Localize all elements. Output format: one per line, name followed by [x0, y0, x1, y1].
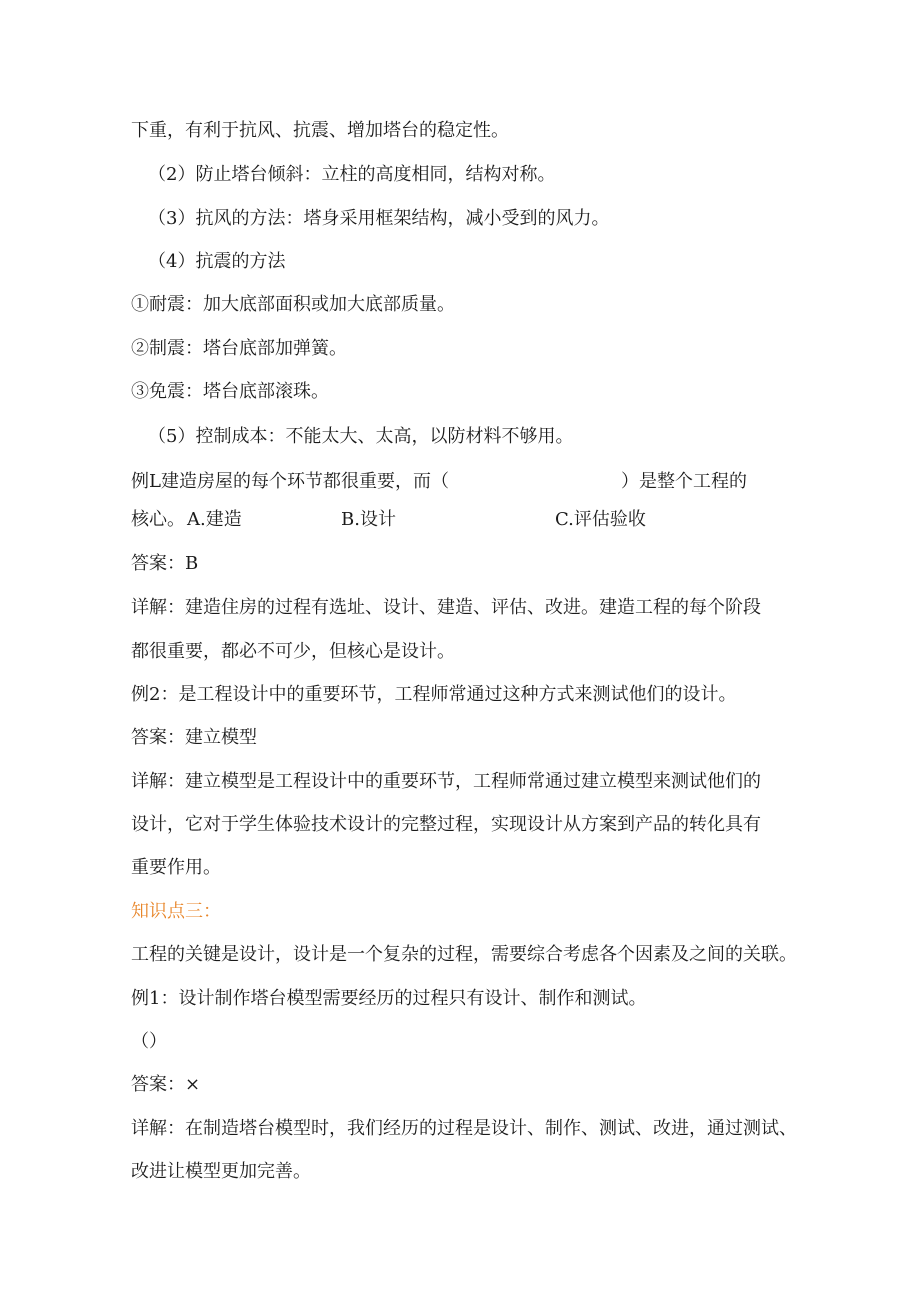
answer-line: 答案：建立模型: [131, 727, 257, 748]
text-line: （）: [131, 1031, 167, 1052]
answer-line: 答案：×: [131, 1074, 201, 1095]
question-stem: 例L建造房屋的每个环节都很重要，而（: [131, 471, 449, 492]
option-b: B.设计: [341, 509, 396, 530]
text-line: 都很重要，都必不可少，但核心是设计。: [131, 641, 455, 662]
text-line: （3）抗风的方法：塔身采用框架结构，减小受到的风力。: [148, 208, 610, 229]
question-core: 核心。: [131, 509, 185, 530]
text-line: 改进让模型更加完善。: [131, 1161, 311, 1182]
question-stem-end: ）是整个工程的: [621, 471, 747, 492]
text-line: （2）防止塔台倾斜：立柱的高度相同，结构对称。: [148, 164, 556, 185]
text-line: ①耐震：加大底部面积或加大底部质量。: [131, 294, 455, 315]
option-a: A.建造: [187, 509, 242, 530]
section-heading: 知识点三：: [131, 901, 221, 922]
text-line: 工程的关键是设计，设计是一个复杂的过程，需要综合考虑各个因素及之间的关联。: [131, 944, 797, 965]
text-line: 详解：建造住房的过程有选址、设计、建造、评估、改进。建造工程的每个阶段: [131, 597, 761, 618]
text-line: 详解：建立模型是工程设计中的重要环节，工程师常通过建立模型来测试他们的: [131, 771, 761, 792]
text-line: 例2：是工程设计中的重要环节，工程师常通过这种方式来测试他们的设计。: [131, 684, 737, 705]
text-line: ②制震：塔台底部加弹簧。: [131, 338, 347, 359]
text-line: （5）控制成本：不能太大、太高，以防材料不够用。: [148, 426, 574, 447]
answer-line: 答案：B: [131, 553, 199, 574]
text-line: ③免震：塔台底部滚珠。: [131, 381, 329, 402]
text-line: 设计，它对于学生体验技术设计的完整过程，实现设计从方案到产品的转化具有: [131, 814, 761, 835]
text-line: 下重，有利于抗风、抗震、增加塔台的稳定性。: [131, 120, 509, 141]
text-line: 详解：在制造塔台模型时，我们经历的过程是设计、制作、测试、改进，通过测试、: [131, 1118, 797, 1139]
text-line: （4）抗震的方法: [148, 251, 286, 272]
text-line: 重要作用。: [131, 857, 221, 878]
option-c: C.评估验收: [555, 509, 646, 530]
text-line: 例1：设计制作塔台模型需要经历的过程只有设计、制作和测试。: [131, 988, 647, 1009]
